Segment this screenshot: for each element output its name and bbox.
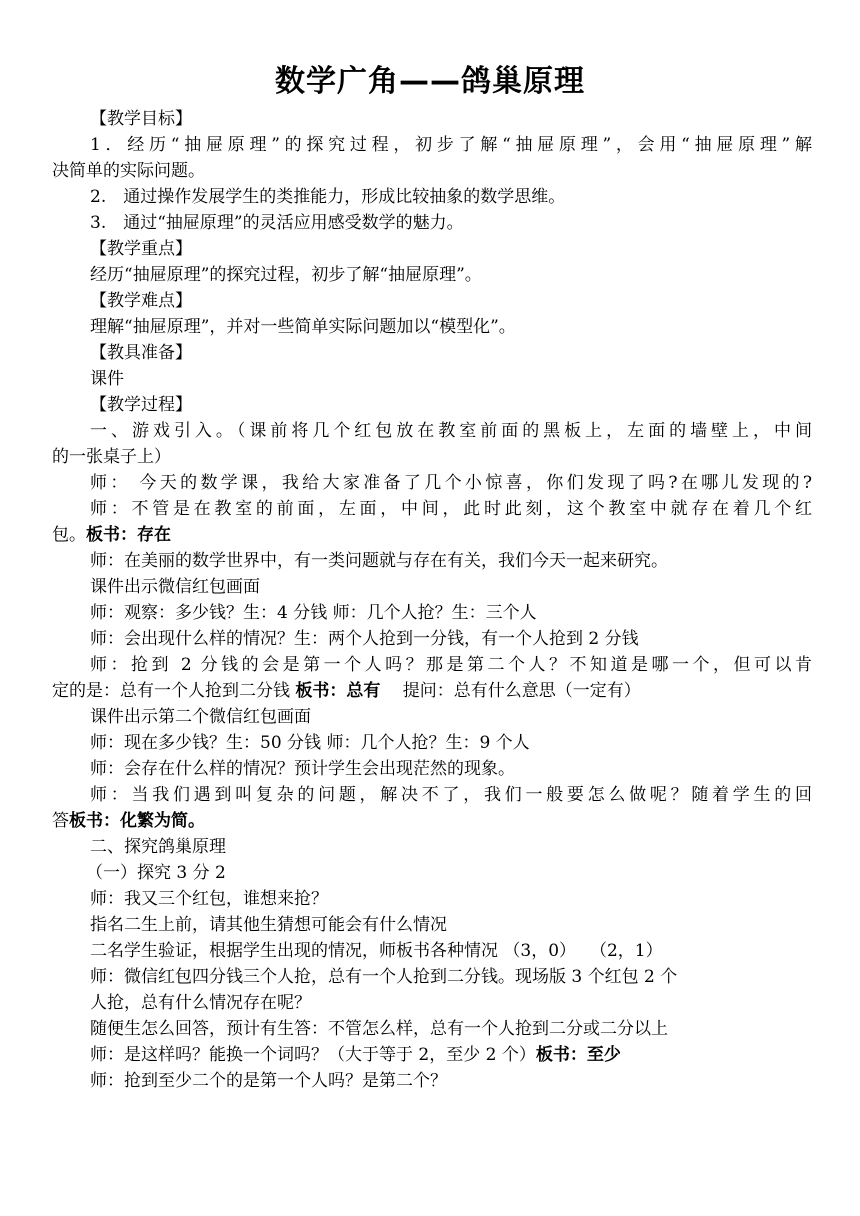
- paragraph-line: 二名学生验证，根据学生出现的情况，师板书各种情况 （3，0） （2，1）: [90, 941, 663, 961]
- document-title: 数学广角——鸽巢原理: [275, 64, 585, 99]
- heading-materials: 【教具准备】: [90, 343, 192, 363]
- heading-objectives: 【教学目标】: [90, 109, 192, 129]
- paragraph-line: 师：会存在什么样的情况？预计学生会出现茫然的现象。: [90, 759, 515, 779]
- materials-text: 课件: [90, 369, 124, 389]
- paragraph-line: 课件出示微信红包画面: [90, 577, 260, 597]
- board-note: 板书：存在: [86, 525, 171, 545]
- board-note: 板书：总有: [295, 681, 381, 701]
- section-2-heading: 二、探究鸽巢原理: [90, 837, 226, 857]
- line-text: 包。: [52, 525, 86, 545]
- subsection-heading: （一）探究 3 分 2: [86, 863, 226, 883]
- paragraph-line: 随便生怎么回答，预计有生答：不管怎么样，总有一个人抢到二分或二分以上: [90, 1019, 668, 1039]
- paragraph-line: [90, 1042, 812, 1068]
- objective-1-line-2: 决简单的实际问题。: [52, 161, 205, 181]
- difficulties-text: 理解“抽屉原理”，并对一些简单实际问题加以“模型化”。: [90, 317, 516, 337]
- paragraph-line: 师：不管是在教室的前面，左面，中间，此时此刻，这个教室中就存在着几个红: [90, 499, 812, 519]
- paragraph-line: [52, 522, 812, 548]
- section-1-intro-line-1: 一、游戏引入。（课前将几个红包放在教室前面的黑板上，左面的墙壁上，中间: [90, 421, 812, 441]
- paragraph-line: 师：我又三个红包，谁想来抢？: [90, 889, 328, 909]
- paragraph-line: 师： 今天的数学课，我给大家准备了几个小惊喜，你们发现了吗?在哪儿发现的?: [90, 473, 812, 493]
- board-note: 板书：化繁为简。: [69, 811, 205, 831]
- paragraph-line: 师：现在多少钱？生：50 分钱 师：几个人抢？生：9 个人: [90, 733, 530, 753]
- board-note: 板书：至少: [535, 1045, 621, 1065]
- paragraph-line: [52, 808, 812, 834]
- section-1-intro-line-2: 的一张桌子上）: [52, 447, 171, 467]
- paragraph-line: 指名二生上前，请其他生猜想可能会有什么情况: [90, 915, 447, 935]
- line-text: 定的是：总有一个人抢到二分钱: [52, 681, 296, 701]
- paragraph-line: 师：微信红包四分钱三个人抢，总有一个人抢到二分钱。现场版 3 个红包 2 个: [90, 967, 678, 987]
- key-points-text: 经历“抽屉原理”的探究过程，初步了解“抽屉原理”。: [90, 265, 482, 285]
- paragraph-line: 师：在美丽的数学世界中，有一类问题就与存在有关，我们今天一起来研究。: [90, 551, 668, 571]
- paragraph-line: 课件出示第二个微信红包画面: [90, 707, 311, 727]
- line-text: 答: [52, 811, 69, 831]
- paragraph-line: 人抢，总有什么情况存在呢？: [90, 993, 311, 1013]
- line-text: 提问：总有什么意思（一定有）: [380, 681, 641, 701]
- objective-2: 2. 通过操作发展学生的类推能力，形成比较抽象的数学思维。: [90, 187, 566, 207]
- objective-3: 3. 通过“抽屉原理”的灵活应用感受数学的魅力。: [90, 213, 464, 233]
- paragraph-line: 师：观察：多少钱？生：4 分钱 师：几个人抢？生：三个人: [90, 603, 537, 623]
- paragraph-line: 师：抢到至少二个的是第一个人吗？是第二个？: [90, 1071, 447, 1091]
- paragraph-line: 师：会出现什么样的情况？生：两个人抢到一分钱，有一个人抢到 2 分钱: [90, 629, 639, 649]
- heading-difficulties: 【教学难点】: [90, 291, 192, 311]
- paragraph-line: 师：当我们遇到叫复杂的问题，解决不了，我们一般要怎么做呢？随着学生的回: [90, 785, 812, 805]
- paragraph-line: 师：抢到 2 分钱的会是第一个人吗？那是第二个人？不知道是哪一个，但可以肯: [90, 655, 812, 675]
- heading-process: 【教学过程】: [90, 395, 192, 415]
- heading-key-points: 【教学重点】: [90, 239, 192, 259]
- paragraph-line: [52, 678, 812, 704]
- line-text: 师：是这样吗？能换一个词吗？（大于等于 2，至少 2 个）: [90, 1045, 536, 1065]
- objective-1-line-1: 1．经历“抽屉原理”的探究过程，初步了解“抽屉原理”，会用“抽屉原理”解: [90, 135, 812, 155]
